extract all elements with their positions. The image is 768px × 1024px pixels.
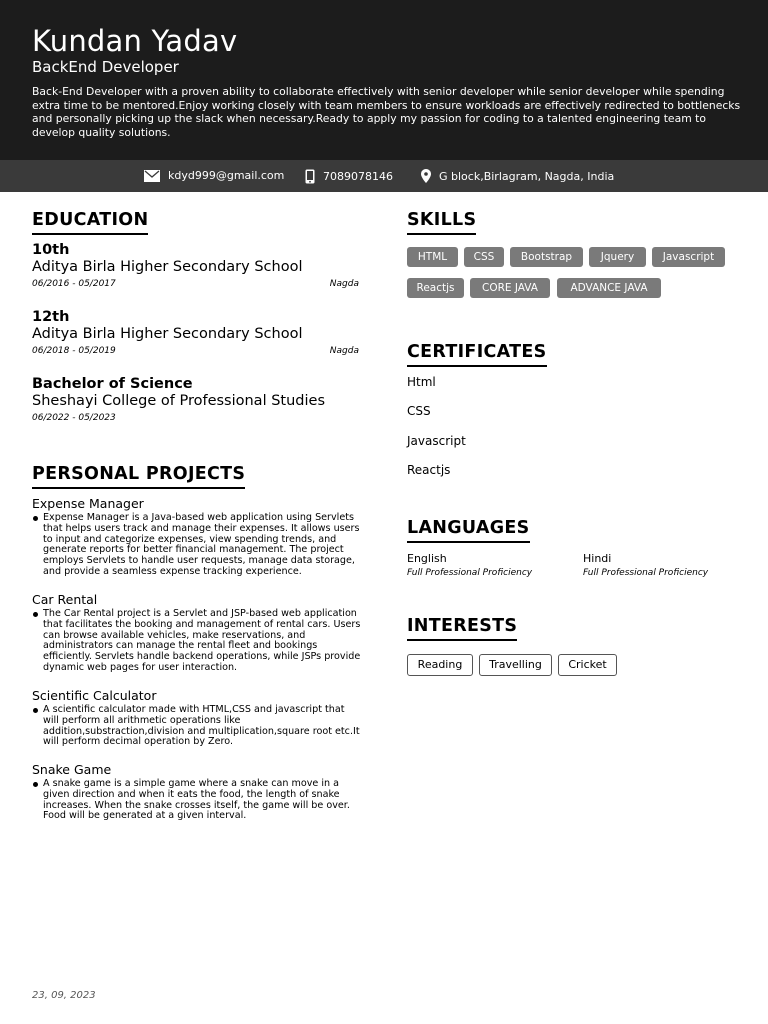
education-location: Nagda: [329, 346, 359, 356]
project-title: Car Rental: [32, 592, 98, 607]
envelope-icon: [144, 170, 160, 182]
skill-tag: Bootstrap: [510, 247, 583, 267]
education-dates: 06/2016 - 05/2017: [32, 279, 116, 289]
education-degree: 12th: [32, 309, 70, 325]
project-item: [32, 762, 362, 822]
candidate-role: BackEnd Developer: [32, 58, 179, 76]
candidate-name: Kundan Yadav: [32, 24, 238, 58]
skill-tag: Reactjs: [407, 278, 464, 298]
phone-icon: [305, 169, 315, 184]
project-description: The Car Rental project is a Servlet and JSP-based web application that facilitates the booking and management of rental cars. Users can browse available vehicles, make reservations, and administrators can manage the rental fleet and bookings efficiently. Servlets handle backend operations, while JSPs provide dynamic web pages for user interaction.: [32, 609, 362, 674]
language-item: [407, 552, 577, 578]
project-description: A scientific calculator made with HTML,CSS and javascript that will perform all arithmetic operations like addition,substraction,division and multiplication,square root etc.It will perform decimal operation by Zero.: [32, 705, 362, 748]
certificates-heading: CERTIFICATES: [407, 342, 547, 367]
interest-tag: Reading: [407, 654, 473, 676]
project-title: Scientific Calculator: [32, 688, 157, 703]
projects-heading: PERSONAL PROJECTS: [32, 464, 245, 489]
project-item: [32, 496, 362, 578]
skill-tag: CORE JAVA: [470, 278, 550, 298]
project-item: [32, 592, 362, 674]
document-date: 23, 09, 2023: [32, 990, 96, 1001]
skill-tag: Javascript: [652, 247, 725, 267]
education-heading: EDUCATION: [32, 210, 148, 235]
education-dates: 06/2022 - 05/2023: [32, 413, 116, 423]
profile-summary: Back-End Developer with a proven ability to collaborate effectively with senior developer while senior developer while spending extra time to be mentored.Enjoy working closely with team members to ensure workloads are effectively redirected to bottlenecks and personally picking up the slack when necessary.Ready to apply my passion for coding to a talented engineering team to develop quality solutions.: [32, 85, 741, 139]
language-name: English: [407, 552, 447, 565]
language-name: Hindi: [583, 552, 612, 565]
language-level: Full Professional Proficiency: [583, 568, 709, 578]
project-title: Snake Game: [32, 762, 112, 777]
education-item: [32, 309, 359, 356]
contact-email[interactable]: [144, 169, 284, 182]
email-text: kdyd999@gmail.com: [168, 169, 285, 182]
skill-tag: HTML: [407, 247, 458, 267]
education-degree: Bachelor of Science: [32, 376, 193, 392]
location-pin-icon: [421, 169, 431, 183]
certificate-item: Reactjs: [407, 463, 451, 477]
contact-phone[interactable]: [305, 169, 393, 184]
interest-tag: Travelling: [479, 654, 552, 676]
certificate-item: CSS: [407, 404, 431, 418]
education-school: Aditya Birla Higher Secondary School: [32, 326, 303, 342]
resume-header: [0, 0, 768, 160]
address-text: G block,Birlagram, Nagda, India: [439, 169, 615, 183]
skill-tag: CSS: [464, 247, 504, 267]
interest-tag: Cricket: [558, 654, 617, 676]
education-item: [32, 376, 359, 423]
certificate-item: Html: [407, 375, 436, 389]
languages-heading: LANGUAGES: [407, 518, 530, 543]
project-description: Expense Manager is a Java-based web application using Servlets that helps users track and manage their expenses. It allows users to input and categorize expenses, view spending trends, and generate reports for better financial management. The project employs Servlets to handle user requests, manage data storage, and provide a seamless expense tracking experience.: [32, 513, 362, 578]
certificate-item: Javascript: [407, 434, 466, 448]
skills-heading: SKILLS: [407, 210, 476, 235]
education-degree: 10th: [32, 242, 70, 258]
education-item: [32, 242, 359, 289]
education-dates: 06/2018 - 05/2019: [32, 346, 116, 356]
education-school: Sheshayi College of Professional Studies: [32, 393, 325, 409]
education-school: Aditya Birla Higher Secondary School: [32, 259, 303, 275]
language-item: [583, 552, 753, 578]
skill-tag: Jquery: [589, 247, 646, 267]
language-level: Full Professional Proficiency: [407, 568, 533, 578]
interests-heading: INTERESTS: [407, 616, 517, 641]
contact-address: [421, 169, 614, 183]
project-description: A snake game is a simple game where a snake can move in a given direction and when it eats the food, the length of snake increases. When the snake crosses itself, the game will be over. Food will be generated at a given interval.: [32, 779, 362, 822]
skill-tag: ADVANCE JAVA: [557, 278, 661, 298]
contact-bar: [0, 160, 768, 192]
project-item: [32, 688, 362, 748]
phone-text: 7089078146: [323, 170, 393, 183]
project-title: Expense Manager: [32, 496, 144, 511]
education-location: Nagda: [329, 279, 359, 289]
